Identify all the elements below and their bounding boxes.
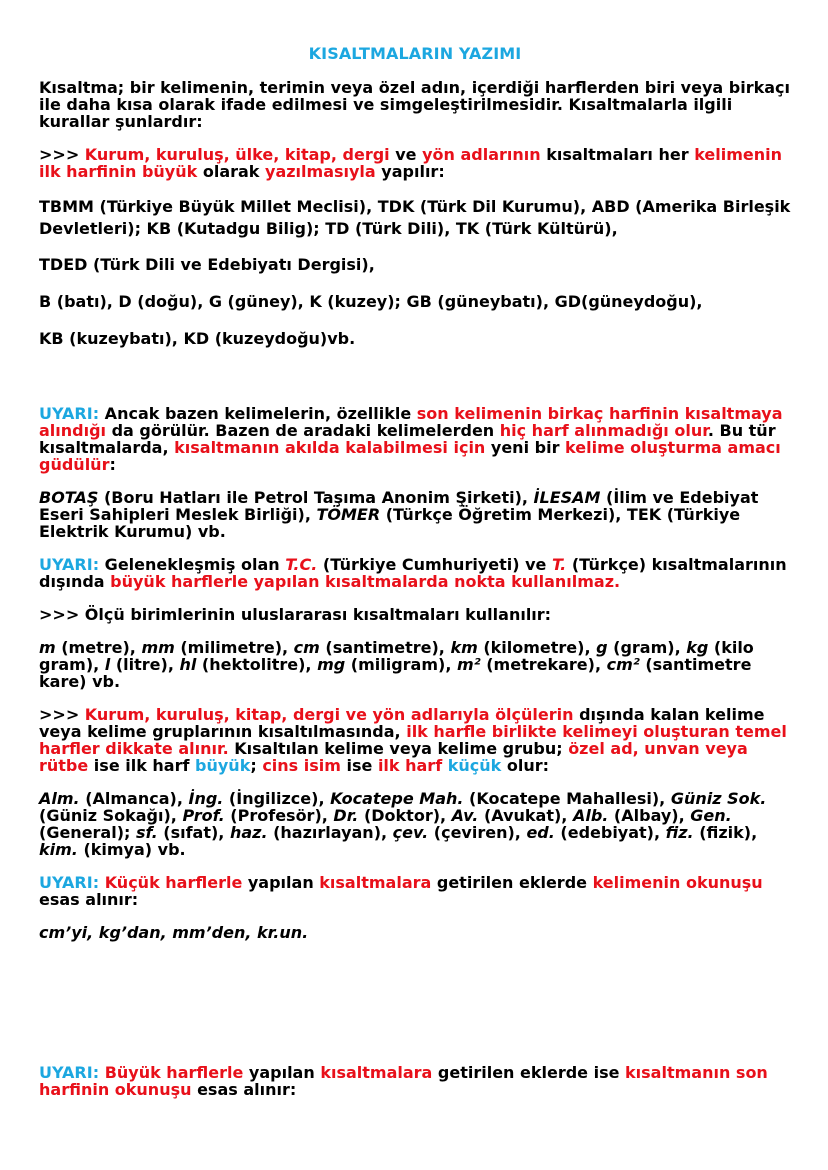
examples-1-line-1: TBMM (Türkiye Büyük Millet Meclisi), TDK (Türk Dil Kurumu), ABD (Amerika Birleşik Devletleri); KB (Kutadgu Bilig); TD (Türk Dili), TK (Türk Kültürü), [39, 197, 791, 238]
text: (kimya) vb. [77, 840, 186, 859]
text: Gelenekleşmiş olan [99, 555, 286, 574]
text: (metre), [55, 638, 142, 657]
abbreviation: sf. [136, 823, 158, 842]
warning-1-paragraph [39, 405, 791, 473]
abbreviation: Prof. [182, 806, 225, 825]
abbreviation: Güniz Sok. [670, 789, 767, 808]
text: (metrekare), [480, 655, 607, 674]
warning-3-paragraph [39, 874, 791, 908]
text: (gram), [607, 638, 687, 657]
text: (Almanca), [79, 789, 189, 808]
highlight: ilk harf [377, 756, 443, 775]
examples-4-text: cm’yi, kg’dan, mm’den, kr.un. [39, 923, 309, 942]
document-page [39, 44, 791, 1098]
text: yeni bir [485, 438, 566, 457]
highlight: kelimenin ilk harfinin büyük [39, 145, 783, 181]
warning-label: UYARI: [39, 555, 100, 574]
highlight: büyük harflerle yapılan kısaltmalarda nokta kullanılmaz. [110, 572, 621, 591]
text: ve [389, 145, 423, 164]
highlight: Küçük harflerle [104, 873, 243, 892]
text: ise ilk harf [88, 756, 196, 775]
examples-4-paragraph [39, 924, 791, 941]
text: (Doktor), [358, 806, 452, 825]
text: ; [250, 756, 263, 775]
text: (litre), [110, 655, 180, 674]
examples-1-line-2: TDED (Türk Dili ve Edebiyatı Dergisi), [39, 255, 375, 274]
highlight: yön adlarının [422, 145, 541, 164]
text: (fizik), [693, 823, 758, 842]
text: getirilen eklerde ise [432, 1063, 626, 1082]
rule-arrow: >>> [39, 705, 85, 724]
abbreviation: fiz. [665, 823, 694, 842]
text: olur: [501, 756, 550, 775]
units-paragraph [39, 639, 791, 690]
text: Kısaltılan kelime veya kelime grubu; [228, 739, 569, 758]
highlight: kısaltmanın son harfinin okunuşu [39, 1063, 768, 1099]
text: ise [340, 756, 378, 775]
examples-1-line-4: KB (kuzeybatı), KD (kuzeydoğu)vb. [39, 329, 356, 348]
highlight: Kurum, kuruluş, kitap, dergi ve yön adlarıyla ölçülerin [84, 705, 574, 724]
text: (İlim ve Edebiyat Eseri Sahipleri Meslek Birliği), [39, 488, 759, 524]
text: (miligram), [345, 655, 457, 674]
abbreviation: Kocatepe Mah. [330, 789, 464, 808]
text: (hazırlayan), [267, 823, 393, 842]
text: (General); [39, 823, 136, 842]
unit: mm [141, 638, 175, 657]
text: (Güniz Sokağı), [39, 806, 183, 825]
abbreviation: haz. [229, 823, 268, 842]
highlight: yazılmasıyla [265, 162, 376, 181]
unit: km [450, 638, 478, 657]
highlight: kısaltmalara [319, 873, 432, 892]
abbreviation: Dr. [333, 806, 359, 825]
rule-1-paragraph [39, 146, 791, 180]
text: (hektolitre), [196, 655, 318, 674]
text: : [109, 455, 116, 474]
text: (santimetre), [319, 638, 451, 657]
unit: m [39, 638, 56, 657]
text: (sıfat), [157, 823, 230, 842]
highlight: kelimenin okunuşu [592, 873, 763, 892]
text: Ancak bazen kelimelerin, özellikle [99, 404, 417, 423]
text: (kilometre), [477, 638, 597, 657]
text: olarak [197, 162, 266, 181]
abbreviation: İng. [188, 789, 224, 808]
rule-3-paragraph [39, 706, 791, 774]
text: (kilo gram), [39, 638, 754, 674]
unit: mg [317, 655, 346, 674]
unit: m² [456, 655, 481, 674]
warning-label: UYARI: [39, 404, 100, 423]
text: (Kocatepe Mahallesi), [463, 789, 671, 808]
abbreviation: Alb. [572, 806, 609, 825]
unit: l [104, 655, 111, 674]
rule-arrow: >>> [39, 145, 85, 164]
text: . Bu tür kısaltmalarda, [39, 421, 776, 457]
text: dışında kalan kelime veya kelime gruplarının kısaltılmasında, [39, 705, 765, 741]
warning-label: UYARI: [39, 1063, 100, 1082]
intro-paragraph: Kısaltma; bir kelimenin, terimin veya özel adın, içerdiği harflerden biri veya birkaçı ile daha kısa olarak ifade edilmesi ve simgeleştirilmesidir. Kısaltmalarla ilgili kurallar şunlardır: [39, 78, 790, 131]
text: (Avukat), [478, 806, 573, 825]
text: esas alınır: [39, 890, 139, 909]
highlight: Büyük harflerle [104, 1063, 244, 1082]
warning-2-paragraph [39, 556, 791, 590]
abbreviation: ed. [526, 823, 555, 842]
rule-2-paragraph: >>> Ölçü birimlerinin uluslararası kısaltmaları kullanılır: [39, 605, 552, 624]
highlight: kısaltmalara [320, 1063, 433, 1082]
highlight: kısaltmanın akılda kalabilmesi için [174, 438, 486, 457]
highlight-blue: küçük [447, 756, 502, 775]
text: (çeviren), [428, 823, 527, 842]
examples-1-line-3: B (batı), D (doğu), G (güney), K (kuzey); GB (güneybatı), GD(güneydoğu), [39, 292, 703, 311]
highlight: özel ad, unvan veya rütbe [39, 739, 748, 775]
text: (milimetre), [174, 638, 294, 657]
text: yapılan [242, 873, 320, 892]
highlight: Kurum, kuruluş, ülke, kitap, dergi [84, 145, 390, 164]
text: (Türkçe Öğretim Merkezi), TEK (Türkiye Elektrik Kurumu) vb. [39, 505, 741, 541]
text: yapılır: [375, 162, 445, 181]
abbreviation: Av. [451, 806, 479, 825]
text: da görülür. Bazen de aradaki kelimelerden [106, 421, 500, 440]
highlight: T.C. [285, 555, 318, 574]
text: (edebiyat), [554, 823, 666, 842]
highlight: hiç harf alınmadığı olur [499, 421, 708, 440]
page-title: KISALTMALARIN YAZIMI [308, 44, 522, 63]
text: (Profesör), [224, 806, 334, 825]
text: (Türkçe) kısaltmalarının dışında [39, 555, 787, 591]
text: kısaltmaları her [540, 145, 695, 164]
highlight: son kelimenin birkaç harfinin kısaltmaya alındığı [39, 404, 783, 440]
highlight: cins isim [262, 756, 341, 775]
unit: kg [686, 638, 709, 657]
text: (Albay), [608, 806, 691, 825]
unit: g [596, 638, 608, 657]
text: getirilen eklerde [431, 873, 593, 892]
warning-label: UYARI: [39, 873, 100, 892]
abbreviation: BOTAŞ [39, 488, 99, 507]
text: (Boru Hatları ile Petrol Taşıma Anonim Şirketi), [98, 488, 534, 507]
abbreviation: Alm. [39, 789, 80, 808]
abbreviation: Gen. [690, 806, 732, 825]
text: (Türkiye Cumhuriyeti) ve [317, 555, 552, 574]
abbreviation: İLESAM [533, 488, 601, 507]
abbreviation: çev. [392, 823, 429, 842]
highlight: T. [551, 555, 567, 574]
unit: cm² [606, 655, 640, 674]
highlight: kelime oluşturma amacı güdülür [39, 438, 781, 474]
text: esas alınır: [191, 1080, 297, 1099]
examples-3-paragraph [39, 790, 791, 858]
abbreviation: TÖMER [316, 505, 381, 524]
text: (İngilizce), [223, 789, 331, 808]
unit: hl [179, 655, 197, 674]
unit: cm [293, 638, 320, 657]
examples-2-paragraph [39, 489, 791, 540]
warning-4-paragraph [39, 1064, 791, 1098]
text: yapılan [243, 1063, 321, 1082]
abbreviation: kim. [39, 840, 78, 859]
text: (santimetre kare) vb. [39, 655, 752, 691]
highlight-blue: büyük [195, 756, 251, 775]
highlight: ilk harfle birlikte kelimeyi oluşturan temel harfler dikkate alınır. [39, 722, 787, 758]
